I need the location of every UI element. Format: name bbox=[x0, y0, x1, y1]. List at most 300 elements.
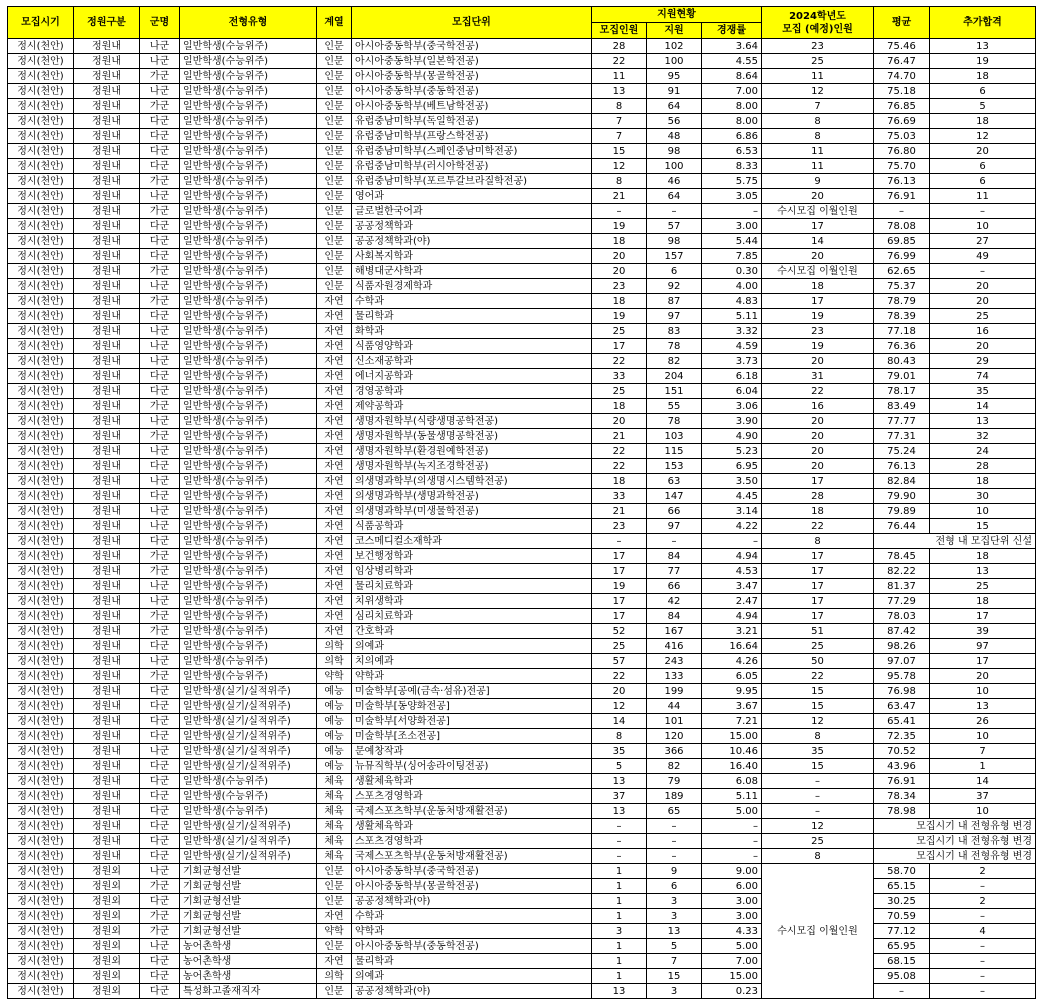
cell-group: 나군 bbox=[140, 189, 180, 204]
cell-group: 다군 bbox=[140, 834, 180, 849]
cell-field: 인문 bbox=[317, 984, 352, 999]
cell-field: 자연 bbox=[317, 564, 352, 579]
cell-avg: 76.98 bbox=[874, 684, 930, 699]
cell-applicants: 3 bbox=[647, 894, 702, 909]
cell-recruit: 20 bbox=[592, 684, 647, 699]
cell-applicants: – bbox=[647, 834, 702, 849]
cell-quota: 정원내 bbox=[74, 609, 140, 624]
table-row bbox=[8, 384, 1036, 399]
cell-avg: 98.26 bbox=[874, 639, 930, 654]
cell-group: 나군 bbox=[140, 504, 180, 519]
cell-group: 다군 bbox=[140, 159, 180, 174]
cell-unit: 아시아중동학부(중국학전공) bbox=[352, 39, 592, 54]
table-row bbox=[8, 489, 1036, 504]
cell-applicants: 44 bbox=[647, 699, 702, 714]
cell-recruit: 25 bbox=[592, 324, 647, 339]
cell-unit: 약학과 bbox=[352, 669, 592, 684]
cell-type: 일반학생(수능위주) bbox=[180, 324, 317, 339]
cell-group: 가군 bbox=[140, 399, 180, 414]
cell-avg: 76.13 bbox=[874, 459, 930, 474]
cell-applicants: 204 bbox=[647, 369, 702, 384]
cell-plan: 19 bbox=[762, 309, 874, 324]
table-row bbox=[8, 414, 1036, 429]
cell-extra: 97 bbox=[930, 639, 1036, 654]
table-row bbox=[8, 114, 1036, 129]
cell-applicants: 65 bbox=[647, 804, 702, 819]
cell-avg: 62.65 bbox=[874, 264, 930, 279]
cell-ratio: 3.06 bbox=[702, 399, 762, 414]
cell-unit: 제약공학과 bbox=[352, 399, 592, 414]
cell-recruit: 22 bbox=[592, 459, 647, 474]
cell-extra: 19 bbox=[930, 54, 1036, 69]
cell-recruit: 23 bbox=[592, 279, 647, 294]
cell-group: 나군 bbox=[140, 579, 180, 594]
cell-unit: 공공정책학과 bbox=[352, 219, 592, 234]
cell-group: 나군 bbox=[140, 279, 180, 294]
cell-quota: 정원내 bbox=[74, 234, 140, 249]
table-row bbox=[8, 249, 1036, 264]
table-row bbox=[8, 969, 1036, 984]
table-row bbox=[8, 159, 1036, 174]
table-row bbox=[8, 909, 1036, 924]
cell-field: 인문 bbox=[317, 279, 352, 294]
cell-extra: 24 bbox=[930, 444, 1036, 459]
cell-plan: 20 bbox=[762, 429, 874, 444]
cell-ratio: 6.04 bbox=[702, 384, 762, 399]
cell-quota: 정원내 bbox=[74, 39, 140, 54]
cell-year: 정시(천안) bbox=[8, 894, 74, 909]
cell-avg: 78.98 bbox=[874, 804, 930, 819]
cell-avg: 97.07 bbox=[874, 654, 930, 669]
cell-year: 정시(천안) bbox=[8, 504, 74, 519]
cell-group: 나군 bbox=[140, 939, 180, 954]
cell-avg: 76.85 bbox=[874, 99, 930, 114]
cell-year: 정시(천안) bbox=[8, 39, 74, 54]
cell-group: 나군 bbox=[140, 519, 180, 534]
cell-quota: 정원내 bbox=[74, 339, 140, 354]
cell-applicants: 83 bbox=[647, 324, 702, 339]
table-row bbox=[8, 294, 1036, 309]
cell-quota: 정원내 bbox=[74, 834, 140, 849]
cell-recruit: 1 bbox=[592, 939, 647, 954]
cell-group: 다군 bbox=[140, 714, 180, 729]
cell-group: 다군 bbox=[140, 789, 180, 804]
cell-ratio: 4.83 bbox=[702, 294, 762, 309]
cell-quota: 정원내 bbox=[74, 744, 140, 759]
cell-recruit: – bbox=[592, 834, 647, 849]
cell-group: 다군 bbox=[140, 984, 180, 999]
cell-ratio: 0.30 bbox=[702, 264, 762, 279]
cell-year: 정시(천안) bbox=[8, 99, 74, 114]
table-row bbox=[8, 579, 1036, 594]
table-row bbox=[8, 624, 1036, 639]
cell-year: 정시(천안) bbox=[8, 129, 74, 144]
cell-group: 다군 bbox=[140, 849, 180, 864]
cell-group: 다군 bbox=[140, 234, 180, 249]
cell-quota: 정원내 bbox=[74, 564, 140, 579]
cell-quota: 정원내 bbox=[74, 669, 140, 684]
cell-year: 정시(천안) bbox=[8, 774, 74, 789]
table-row bbox=[8, 459, 1036, 474]
cell-ratio: 6.53 bbox=[702, 144, 762, 159]
cell-year: 정시(천안) bbox=[8, 84, 74, 99]
cell-ratio: 6.18 bbox=[702, 369, 762, 384]
cell-type: 기회균형선발 bbox=[180, 909, 317, 924]
cell-ratio: – bbox=[702, 204, 762, 219]
cell-quota: 정원외 bbox=[74, 894, 140, 909]
header-extra: 추가합격 bbox=[930, 7, 1036, 39]
cell-recruit: 11 bbox=[592, 69, 647, 84]
cell-ratio: 8.00 bbox=[702, 99, 762, 114]
cell-unit: 수학과 bbox=[352, 294, 592, 309]
cell-type: 일반학생(실기/실적위주) bbox=[180, 759, 317, 774]
cell-type: 기회균형선발 bbox=[180, 924, 317, 939]
cell-type: 일반학생(수능위주) bbox=[180, 354, 317, 369]
cell-field: 인문 bbox=[317, 864, 352, 879]
cell-type: 일반학생(수능위주) bbox=[180, 369, 317, 384]
cell-group: 나군 bbox=[140, 654, 180, 669]
cell-type: 일반학생(수능위주) bbox=[180, 279, 317, 294]
table-row bbox=[8, 894, 1036, 909]
cell-group: 다군 bbox=[140, 369, 180, 384]
table-row bbox=[8, 774, 1036, 789]
cell-ratio: 3.67 bbox=[702, 699, 762, 714]
cell-ratio: 3.90 bbox=[702, 414, 762, 429]
cell-extra: 12 bbox=[930, 129, 1036, 144]
cell-unit: 스포츠경영학과 bbox=[352, 834, 592, 849]
cell-applicants: 46 bbox=[647, 174, 702, 189]
cell-ratio: 3.05 bbox=[702, 189, 762, 204]
cell-plan: 35 bbox=[762, 744, 874, 759]
cell-unit: 공공정책학과(야) bbox=[352, 234, 592, 249]
cell-ratio: 7.21 bbox=[702, 714, 762, 729]
cell-avg: 75.03 bbox=[874, 129, 930, 144]
cell-recruit: 7 bbox=[592, 114, 647, 129]
cell-avg: 78.34 bbox=[874, 789, 930, 804]
cell-type: 일반학생(수능위주) bbox=[180, 69, 317, 84]
cell-field: 인문 bbox=[317, 939, 352, 954]
cell-avg: 75.24 bbox=[874, 444, 930, 459]
cell-unit: 의생명과학부(미생물학전공) bbox=[352, 504, 592, 519]
cell-plan: 25 bbox=[762, 639, 874, 654]
cell-field: 자연 bbox=[317, 579, 352, 594]
cell-ratio: 7.00 bbox=[702, 954, 762, 969]
cell-ratio: 15.00 bbox=[702, 729, 762, 744]
cell-field: 자연 bbox=[317, 384, 352, 399]
cell-extra: 10 bbox=[930, 729, 1036, 744]
cell-ratio: 4.45 bbox=[702, 489, 762, 504]
cell-extra: 20 bbox=[930, 144, 1036, 159]
cell-avg: 79.90 bbox=[874, 489, 930, 504]
cell-plan: 22 bbox=[762, 669, 874, 684]
cell-type: 일반학생(수능위주) bbox=[180, 444, 317, 459]
cell-type: 농어촌학생 bbox=[180, 954, 317, 969]
table-row bbox=[8, 984, 1036, 999]
cell-quota: 정원내 bbox=[74, 249, 140, 264]
cell-unit: 영어과 bbox=[352, 189, 592, 204]
cell-field: 자연 bbox=[317, 309, 352, 324]
cell-field: 예능 bbox=[317, 684, 352, 699]
cell-quota: 정원내 bbox=[74, 474, 140, 489]
cell-recruit: 1 bbox=[592, 954, 647, 969]
header-plan-line2: 모집 (예정)인원 bbox=[782, 23, 853, 35]
cell-avg: 65.15 bbox=[874, 879, 930, 894]
cell-recruit: 57 bbox=[592, 654, 647, 669]
cell-field: 인문 bbox=[317, 249, 352, 264]
cell-ratio: 4.94 bbox=[702, 609, 762, 624]
cell-field: 예능 bbox=[317, 744, 352, 759]
cell-plan: 수시모집 이월인원 bbox=[762, 864, 874, 999]
cell-extra: 5 bbox=[930, 99, 1036, 114]
cell-avg: 75.37 bbox=[874, 279, 930, 294]
header-ratio: 경쟁률 bbox=[702, 23, 762, 39]
cell-unit: 간호학과 bbox=[352, 624, 592, 639]
cell-extra: 11 bbox=[930, 189, 1036, 204]
cell-ratio: 3.00 bbox=[702, 894, 762, 909]
cell-type: 일반학생(수능위주) bbox=[180, 519, 317, 534]
cell-field: 인문 bbox=[317, 129, 352, 144]
cell-field: 자연 bbox=[317, 489, 352, 504]
cell-type: 일반학생(수능위주) bbox=[180, 624, 317, 639]
cell-group: 다군 bbox=[140, 129, 180, 144]
cell-avg: 69.85 bbox=[874, 234, 930, 249]
cell-type: 일반학생(수능위주) bbox=[180, 489, 317, 504]
cell-recruit: 35 bbox=[592, 744, 647, 759]
cell-avg: 76.99 bbox=[874, 249, 930, 264]
cell-group: 가군 bbox=[140, 564, 180, 579]
cell-avg: 78.45 bbox=[874, 549, 930, 564]
cell-group: 가군 bbox=[140, 204, 180, 219]
cell-avg: 72.35 bbox=[874, 729, 930, 744]
cell-recruit: 18 bbox=[592, 234, 647, 249]
cell-group: 가군 bbox=[140, 549, 180, 564]
cell-field: 체육 bbox=[317, 789, 352, 804]
cell-applicants: 55 bbox=[647, 399, 702, 414]
cell-year: 정시(천안) bbox=[8, 114, 74, 129]
cell-recruit: 12 bbox=[592, 159, 647, 174]
cell-group: 나군 bbox=[140, 864, 180, 879]
cell-plan: 17 bbox=[762, 294, 874, 309]
cell-applicants: 82 bbox=[647, 759, 702, 774]
cell-plan: 20 bbox=[762, 249, 874, 264]
cell-ratio: 5.11 bbox=[702, 309, 762, 324]
cell-applicants: 199 bbox=[647, 684, 702, 699]
table-row bbox=[8, 759, 1036, 774]
cell-extra: 2 bbox=[930, 894, 1036, 909]
cell-type: 일반학생(실기/실적위주) bbox=[180, 684, 317, 699]
cell-extra: 25 bbox=[930, 309, 1036, 324]
cell-recruit: 7 bbox=[592, 129, 647, 144]
cell-quota: 정원내 bbox=[74, 384, 140, 399]
cell-unit: 의생명과학부(의생명시스템학전공) bbox=[352, 474, 592, 489]
cell-year: 정시(천안) bbox=[8, 534, 74, 549]
cell-applicants: 97 bbox=[647, 309, 702, 324]
cell-group: 다군 bbox=[140, 489, 180, 504]
table-row bbox=[8, 219, 1036, 234]
cell-plan: 11 bbox=[762, 69, 874, 84]
cell-field: 인문 bbox=[317, 114, 352, 129]
cell-unit: 보건행정학과 bbox=[352, 549, 592, 564]
cell-quota: 정원내 bbox=[74, 309, 140, 324]
cell-quota: 정원외 bbox=[74, 864, 140, 879]
cell-type: 일반학생(수능위주) bbox=[180, 264, 317, 279]
cell-avg: 76.36 bbox=[874, 339, 930, 354]
cell-recruit: 12 bbox=[592, 699, 647, 714]
cell-recruit: 5 bbox=[592, 759, 647, 774]
cell-plan: 20 bbox=[762, 354, 874, 369]
table-row bbox=[8, 534, 1036, 549]
cell-plan: 11 bbox=[762, 144, 874, 159]
cell-field: 자연 bbox=[317, 609, 352, 624]
cell-ratio: – bbox=[702, 534, 762, 549]
cell-extra: 10 bbox=[930, 804, 1036, 819]
cell-field: 인문 bbox=[317, 84, 352, 99]
cell-type: 일반학생(수능위주) bbox=[180, 234, 317, 249]
cell-applicants: – bbox=[647, 204, 702, 219]
cell-avg: 63.47 bbox=[874, 699, 930, 714]
cell-year: 정시(천안) bbox=[8, 444, 74, 459]
cell-group: 가군 bbox=[140, 294, 180, 309]
cell-field: 의학 bbox=[317, 969, 352, 984]
cell-plan: 22 bbox=[762, 384, 874, 399]
cell-ratio: 8.64 bbox=[702, 69, 762, 84]
header-apply: 지원현황 bbox=[592, 7, 762, 23]
cell-recruit: 18 bbox=[592, 399, 647, 414]
cell-plan: 17 bbox=[762, 564, 874, 579]
cell-plan: 17 bbox=[762, 549, 874, 564]
cell-group: 다군 bbox=[140, 639, 180, 654]
cell-year: 정시(천안) bbox=[8, 564, 74, 579]
cell-plan: 15 bbox=[762, 759, 874, 774]
cell-quota: 정원내 bbox=[74, 99, 140, 114]
cell-plan: 16 bbox=[762, 399, 874, 414]
cell-group: 다군 bbox=[140, 969, 180, 984]
cell-avg: 68.15 bbox=[874, 954, 930, 969]
cell-field: 의학 bbox=[317, 639, 352, 654]
cell-recruit: 19 bbox=[592, 309, 647, 324]
cell-group: 나군 bbox=[140, 39, 180, 54]
table-row bbox=[8, 684, 1036, 699]
cell-extra: 16 bbox=[930, 324, 1036, 339]
cell-recruit: 15 bbox=[592, 144, 647, 159]
cell-recruit: 17 bbox=[592, 609, 647, 624]
table-row bbox=[8, 339, 1036, 354]
cell-applicants: 5 bbox=[647, 939, 702, 954]
cell-year: 정시(천안) bbox=[8, 789, 74, 804]
cell-recruit: 25 bbox=[592, 639, 647, 654]
cell-applicants: 100 bbox=[647, 159, 702, 174]
cell-avg: 77.12 bbox=[874, 924, 930, 939]
cell-extra: 32 bbox=[930, 429, 1036, 444]
cell-unit: 에너지공학과 bbox=[352, 369, 592, 384]
cell-avg: 전형 내 모집단위 신설 bbox=[874, 534, 1036, 549]
cell-field: 예능 bbox=[317, 714, 352, 729]
cell-plan: 8 bbox=[762, 129, 874, 144]
cell-plan: 23 bbox=[762, 39, 874, 54]
table-row bbox=[8, 849, 1036, 864]
cell-avg: 75.46 bbox=[874, 39, 930, 54]
cell-applicants: 115 bbox=[647, 444, 702, 459]
cell-applicants: 98 bbox=[647, 144, 702, 159]
cell-group: 가군 bbox=[140, 624, 180, 639]
cell-recruit: 20 bbox=[592, 264, 647, 279]
cell-unit: 물리학과 bbox=[352, 954, 592, 969]
cell-applicants: 103 bbox=[647, 429, 702, 444]
cell-unit: 생명자원학부(녹지조경학전공) bbox=[352, 459, 592, 474]
cell-applicants: 366 bbox=[647, 744, 702, 759]
cell-year: 정시(천안) bbox=[8, 189, 74, 204]
table-row bbox=[8, 354, 1036, 369]
cell-plan: 23 bbox=[762, 324, 874, 339]
header-type: 전형유형 bbox=[180, 7, 317, 39]
table-row bbox=[8, 714, 1036, 729]
cell-ratio: 3.00 bbox=[702, 909, 762, 924]
cell-extra: 18 bbox=[930, 549, 1036, 564]
cell-applicants: 77 bbox=[647, 564, 702, 579]
cell-group: 다군 bbox=[140, 384, 180, 399]
cell-type: 일반학생(수능위주) bbox=[180, 294, 317, 309]
cell-ratio: 3.64 bbox=[702, 39, 762, 54]
cell-extra: – bbox=[930, 969, 1036, 984]
cell-extra: 10 bbox=[930, 684, 1036, 699]
cell-avg: 77.18 bbox=[874, 324, 930, 339]
cell-ratio: 3.47 bbox=[702, 579, 762, 594]
cell-field: 인문 bbox=[317, 219, 352, 234]
cell-type: 일반학생(실기/실적위주) bbox=[180, 729, 317, 744]
cell-applicants: 92 bbox=[647, 279, 702, 294]
cell-extra: – bbox=[930, 939, 1036, 954]
cell-recruit: 19 bbox=[592, 579, 647, 594]
cell-ratio: 4.94 bbox=[702, 549, 762, 564]
table-row bbox=[8, 609, 1036, 624]
cell-applicants: 98 bbox=[647, 234, 702, 249]
cell-avg: 70.52 bbox=[874, 744, 930, 759]
cell-plan: 17 bbox=[762, 609, 874, 624]
table-row bbox=[8, 819, 1036, 834]
cell-group: 가군 bbox=[140, 429, 180, 444]
cell-unit: 생활체육학과 bbox=[352, 819, 592, 834]
cell-plan: 8 bbox=[762, 729, 874, 744]
cell-type: 일반학생(수능위주) bbox=[180, 609, 317, 624]
cell-quota: 정원내 bbox=[74, 294, 140, 309]
cell-year: 정시(천안) bbox=[8, 579, 74, 594]
table-row bbox=[8, 279, 1036, 294]
cell-avg: 76.80 bbox=[874, 144, 930, 159]
cell-avg: 77.31 bbox=[874, 429, 930, 444]
cell-quota: 정원내 bbox=[74, 549, 140, 564]
cell-field: 체육 bbox=[317, 804, 352, 819]
cell-ratio: 5.44 bbox=[702, 234, 762, 249]
cell-recruit: 1 bbox=[592, 879, 647, 894]
cell-type: 일반학생(수능위주) bbox=[180, 579, 317, 594]
cell-year: 정시(천안) bbox=[8, 234, 74, 249]
cell-group: 다군 bbox=[140, 699, 180, 714]
cell-quota: 정원내 bbox=[74, 54, 140, 69]
cell-extra: 49 bbox=[930, 249, 1036, 264]
cell-extra: – bbox=[930, 909, 1036, 924]
cell-extra: 20 bbox=[930, 294, 1036, 309]
cell-group: 가군 bbox=[140, 174, 180, 189]
cell-unit: 생활체육학과 bbox=[352, 774, 592, 789]
cell-quota: 정원내 bbox=[74, 654, 140, 669]
header-year: 모집시기 bbox=[8, 7, 74, 39]
cell-type: 일반학생(수능위주) bbox=[180, 99, 317, 114]
cell-unit: 공공정책학과(야) bbox=[352, 894, 592, 909]
cell-ratio: 4.22 bbox=[702, 519, 762, 534]
cell-plan: 51 bbox=[762, 624, 874, 639]
cell-unit: 의생명과학부(생명과학전공) bbox=[352, 489, 592, 504]
cell-type: 일반학생(수능위주) bbox=[180, 114, 317, 129]
